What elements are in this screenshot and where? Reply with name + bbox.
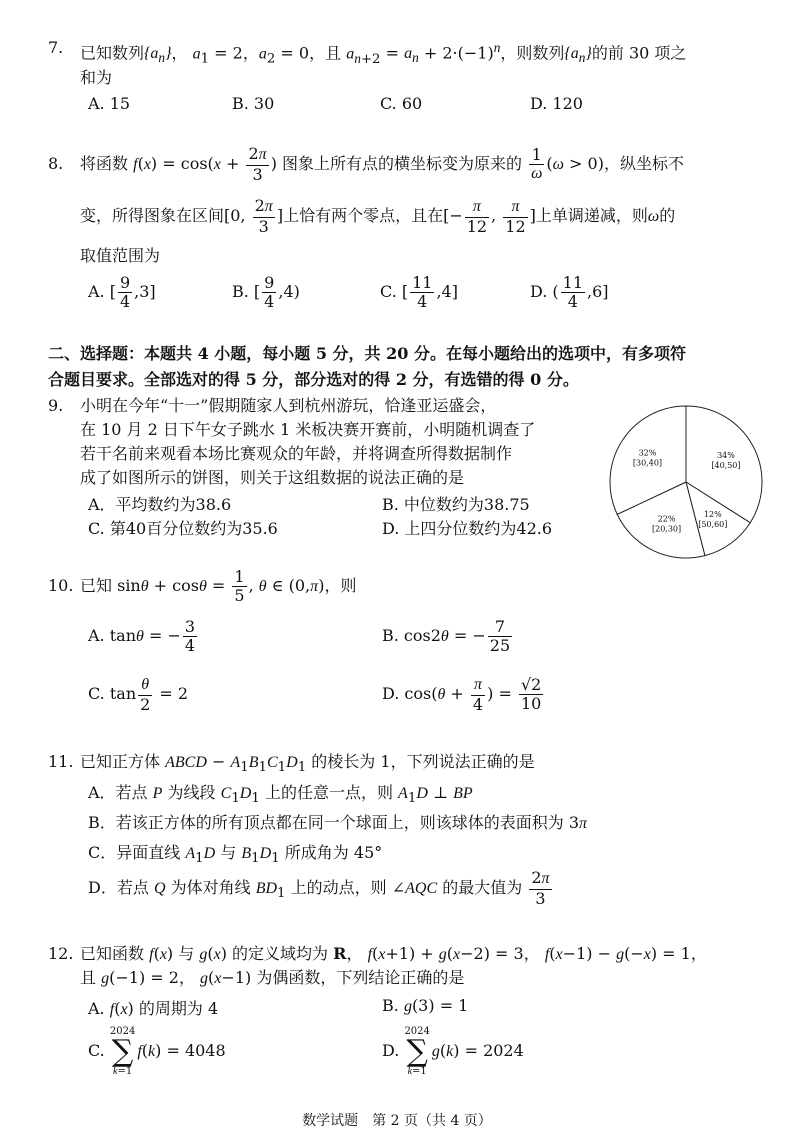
- q9-option-b: B. 中位数约为38.75: [382, 495, 530, 514]
- q11-option-b: B．若该正方体的所有顶点都在同一个球面上，则该球体的表面积为 3π: [88, 813, 588, 832]
- pie-label-0: 34%: [717, 451, 735, 461]
- q11-option-d: D．若点 Q 为体对角线 $BD_1$ 上的动点，则 ∠AQC 的最大值为 $\frac{2\pi}{3}$: [88, 868, 550, 908]
- q7-option-d: D. 120: [530, 94, 583, 113]
- q9-stem-line1: 小明在今年“十一”假期随家人到杭州游玩，恰逢亚运盛会，: [80, 396, 497, 415]
- q10-stem: 已知 sinθ + cosθ = $\frac{1}{5}$ , θ ∈ (0,π)，则: [80, 566, 357, 605]
- q7-number: 7.: [48, 38, 64, 57]
- q8-stem-line3: 取值范围为: [80, 246, 161, 265]
- q9-option-d: D. 上四分位数约为42.6: [382, 519, 553, 538]
- age-pie-chart: [602, 402, 792, 562]
- q10-option-b: B. cos2θ = − $\frac{7}{25}$: [382, 616, 511, 655]
- q8-option-c: C. [ $\frac{11}{4}$ ,4]: [380, 272, 458, 311]
- q8-option-d: D. ( $\frac{11}{4}$ ,6]: [530, 272, 609, 311]
- q10-option-c: C. tan $\frac{\theta}{2}$ = 2: [88, 676, 189, 714]
- pie-label-3: 32%: [638, 448, 657, 458]
- q10-option-a: A. tanθ = − $\frac{3}{4}$: [88, 616, 196, 655]
- q11-option-c: C．异面直线 $A_1D$ 与 $B_1D_1$ 所成角为 45°: [88, 843, 383, 867]
- q9-option-c: C. 第40百分位数约为35.6: [88, 519, 278, 538]
- pie-label-2: 22%: [657, 514, 676, 524]
- q9-number: 9.: [48, 396, 64, 415]
- q7-option-c: C. 60: [380, 94, 423, 113]
- q12-stem-line2: 且 g(−1) = 2， g(x−1) 为偶函数，下列结论正确的是: [80, 968, 465, 987]
- q11-option-a: A．若点 P 为线段 $C_1D_1$ 上的任意一点，则 $A_1D$ ⊥ BP: [88, 783, 473, 807]
- pie-range-0: [40,50]: [711, 461, 741, 471]
- q7-option-a: A. 15: [88, 94, 131, 113]
- q7-stem: 已知数列$\{a_n\}$， $a_1 = 2$，$a_2 = 0$，且 $a_{n+2} = a_n + 2\cdot(-1)^n$，则数列$\{a_n\}$的前 30 项之: [80, 40, 687, 67]
- q11-stem: 已知正方体 ABCD − $A_1B_1C_1D_1$ 的棱长为 1，下列说法正确的是: [80, 752, 535, 776]
- q10-number: 10.: [48, 576, 74, 595]
- q12-option-c: C. 2024 ∑ k=1f(k) = 4048: [88, 1025, 226, 1077]
- pie-range-1: [50,60]: [698, 519, 728, 529]
- q8-option-b: B. [ $\frac{9}{4}$ ,4): [232, 272, 300, 311]
- q12-option-b: B. g(3) = 1: [382, 996, 469, 1015]
- q9-stem-line4: 成了如图所示的饼图，则关于这组数据的说法正确的是: [80, 468, 465, 487]
- section-2-heading-line2: 合题目要求。全部选对的得 5 分，部分选对的得 2 分，有选错的得 0 分。: [48, 370, 579, 389]
- page-footer: 数学试题 第 2 页（共 4 页）: [302, 1113, 492, 1129]
- q9-stem-line2: 在 10 月 2 日下午女子跳水 1 米板决赛开赛前，小明随机调查了: [80, 420, 536, 439]
- pie-range-2: [20,30]: [652, 524, 682, 534]
- q10-option-d: D. cos(θ + $\frac{\pi}{4}$ ) = $\frac{√2}{10}$: [382, 674, 542, 714]
- q12-option-d: D. 2024 ∑ k=1g(k) = 2024: [382, 1025, 524, 1077]
- pie-range-3: [30,40]: [632, 458, 663, 468]
- q8-option-a: A. [ $\frac{9}{4}$ ,3]: [88, 272, 156, 311]
- q11-number: 11.: [48, 752, 74, 771]
- q8-stem-line1: 将函数 f(x) = cos(x + $\frac{2\pi}{3}$ ) 图象上所有点的横坐标变为原来的 $\frac{1}{\omega}$ (ω > 0)，纵坐标不: [80, 144, 684, 184]
- q9-option-a: A．平均数约为38.6: [88, 495, 232, 514]
- q7-stem-line2: 和为: [80, 68, 113, 87]
- q8-number: 8.: [48, 154, 64, 173]
- q7-option-b: B. 30: [232, 94, 275, 113]
- q9-stem-line3: 若干名前来观看本场比赛观众的年龄，并将调查所得数据制作: [80, 444, 513, 463]
- q12-option-a: A. f(x) 的周期为 4: [88, 999, 219, 1018]
- q8-stem-line2: 变，所得图象在区间[0, $\frac{2\pi}{3}$ ]上恰有两个零点，且在[− $\frac{\pi}{12}$ , $\frac{\pi}{12}$ ]上单调递减，则ω的: [80, 196, 676, 236]
- pie-label-1: 12%: [703, 509, 722, 519]
- q12-stem-line1: 已知函数 f(x) 与 g(x) 的定义域均为 R， f(x+1) + g(x−2) = 3， f(x−1) − g(−x) = 1，: [80, 944, 707, 963]
- section-2-heading: 二、选择题：本题共 4 小题，每小题 5 分，共 20 分。在每小题给出的选项中，有多项符: [48, 344, 686, 363]
- q12-number: 12.: [48, 944, 74, 963]
